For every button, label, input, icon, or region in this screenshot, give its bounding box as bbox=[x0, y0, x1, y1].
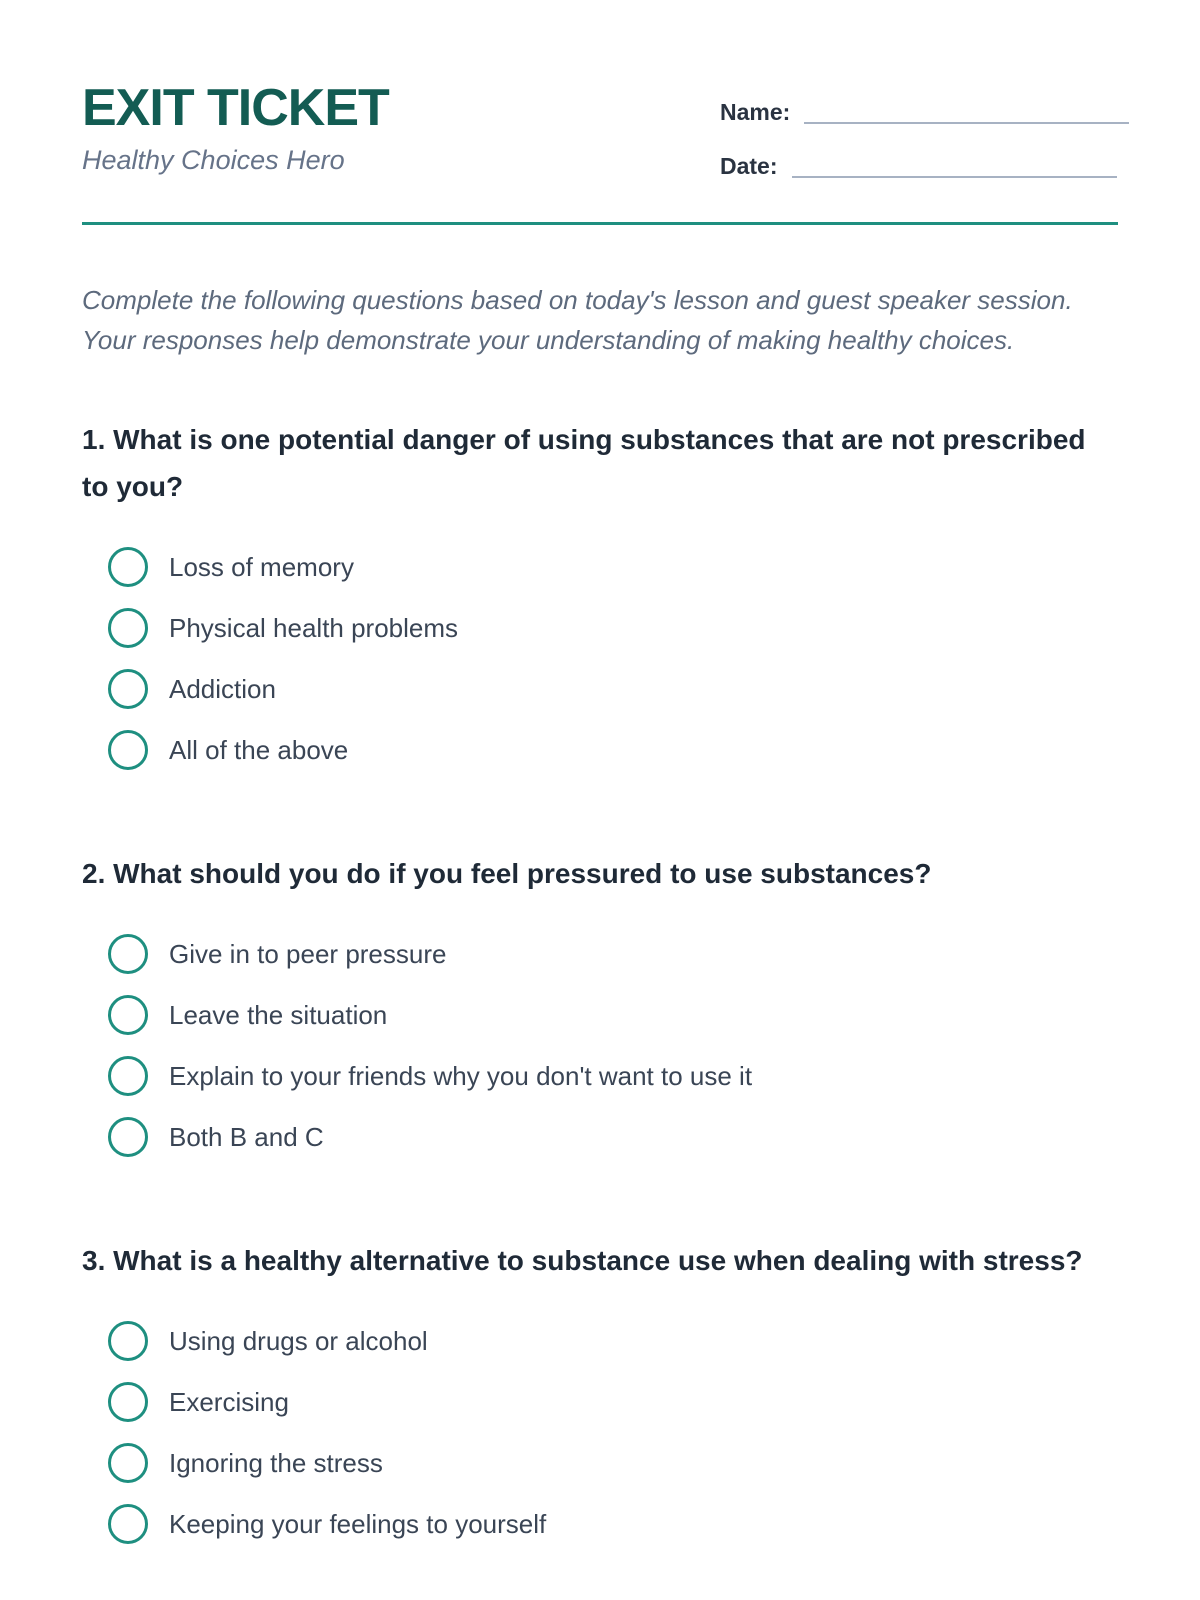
radio-circle-icon[interactable] bbox=[108, 1382, 148, 1422]
radio-circle-icon[interactable] bbox=[108, 608, 148, 648]
instructions: Complete the following questions based on today's lesson and guest speaker session. Your responses help demonstrate your understanding of making healthy choices. bbox=[82, 285, 1073, 355]
answer-option[interactable] bbox=[108, 1310, 1118, 1371]
name-input-line[interactable] bbox=[804, 96, 1129, 124]
answer-option-label: Explain to your friends why you don't want to use it bbox=[169, 1060, 753, 1091]
answer-option[interactable] bbox=[108, 1432, 1118, 1493]
question-text: 2. What should you do if you feel pressured to use substances? bbox=[82, 858, 932, 889]
radio-circle-icon[interactable] bbox=[108, 995, 148, 1035]
answer-options bbox=[82, 1310, 1118, 1554]
answer-option[interactable] bbox=[108, 1045, 1118, 1106]
radio-circle-icon[interactable] bbox=[108, 1117, 148, 1157]
question-2 bbox=[82, 850, 1118, 1167]
answer-option[interactable] bbox=[108, 1371, 1118, 1432]
radio-circle-icon[interactable] bbox=[108, 1443, 148, 1483]
answer-option[interactable] bbox=[108, 597, 1118, 658]
answer-option-label: Both B and C bbox=[169, 1121, 324, 1152]
question-text: 3. What is a healthy alternative to substance use when dealing with stress? bbox=[82, 1245, 1083, 1276]
answer-option[interactable] bbox=[108, 1493, 1118, 1554]
answer-option-label: All of the above bbox=[169, 734, 349, 765]
answer-option[interactable] bbox=[108, 719, 1118, 780]
radio-circle-icon[interactable] bbox=[108, 669, 148, 709]
answer-option-label: Leave the situation bbox=[169, 999, 388, 1030]
radio-circle-icon[interactable] bbox=[108, 1321, 148, 1361]
page-subtitle: Healthy Choices Hero bbox=[82, 145, 345, 175]
answer-options bbox=[82, 536, 1118, 780]
answer-option-label: Keeping your feelings to yourself bbox=[169, 1508, 547, 1539]
date-label: Date: bbox=[720, 153, 778, 179]
date-field bbox=[720, 150, 1117, 178]
radio-circle-icon[interactable] bbox=[108, 934, 148, 974]
radio-circle-icon[interactable] bbox=[108, 547, 148, 587]
name-label: Name: bbox=[720, 99, 791, 125]
answer-option-label: Using drugs or alcohol bbox=[169, 1325, 428, 1356]
answer-option[interactable] bbox=[108, 1106, 1118, 1167]
answer-options bbox=[82, 923, 1118, 1167]
header bbox=[82, 0, 1118, 225]
answer-option-label: Give in to peer pressure bbox=[169, 938, 447, 969]
name-field bbox=[720, 96, 1129, 124]
answer-option[interactable] bbox=[108, 923, 1118, 984]
date-input-line[interactable] bbox=[792, 150, 1117, 178]
answer-option-label: Ignoring the stress bbox=[169, 1447, 383, 1478]
radio-circle-icon[interactable] bbox=[108, 1056, 148, 1096]
answer-option[interactable] bbox=[108, 658, 1118, 719]
answer-option[interactable] bbox=[108, 536, 1118, 597]
answer-option-label: Addiction bbox=[169, 673, 276, 704]
radio-circle-icon[interactable] bbox=[108, 730, 148, 770]
radio-circle-icon[interactable] bbox=[108, 1504, 148, 1544]
answer-option[interactable] bbox=[108, 984, 1118, 1045]
question-3 bbox=[82, 1237, 1118, 1554]
answer-option-label: Exercising bbox=[169, 1386, 289, 1417]
question-1 bbox=[82, 416, 1118, 780]
answer-option-label: Loss of memory bbox=[169, 551, 354, 582]
answer-option-label: Physical health problems bbox=[169, 612, 459, 643]
page-title: EXIT TICKET bbox=[82, 79, 389, 137]
question-text: 1. What is one potential danger of using substances that are not prescribed to you? bbox=[82, 424, 1086, 502]
